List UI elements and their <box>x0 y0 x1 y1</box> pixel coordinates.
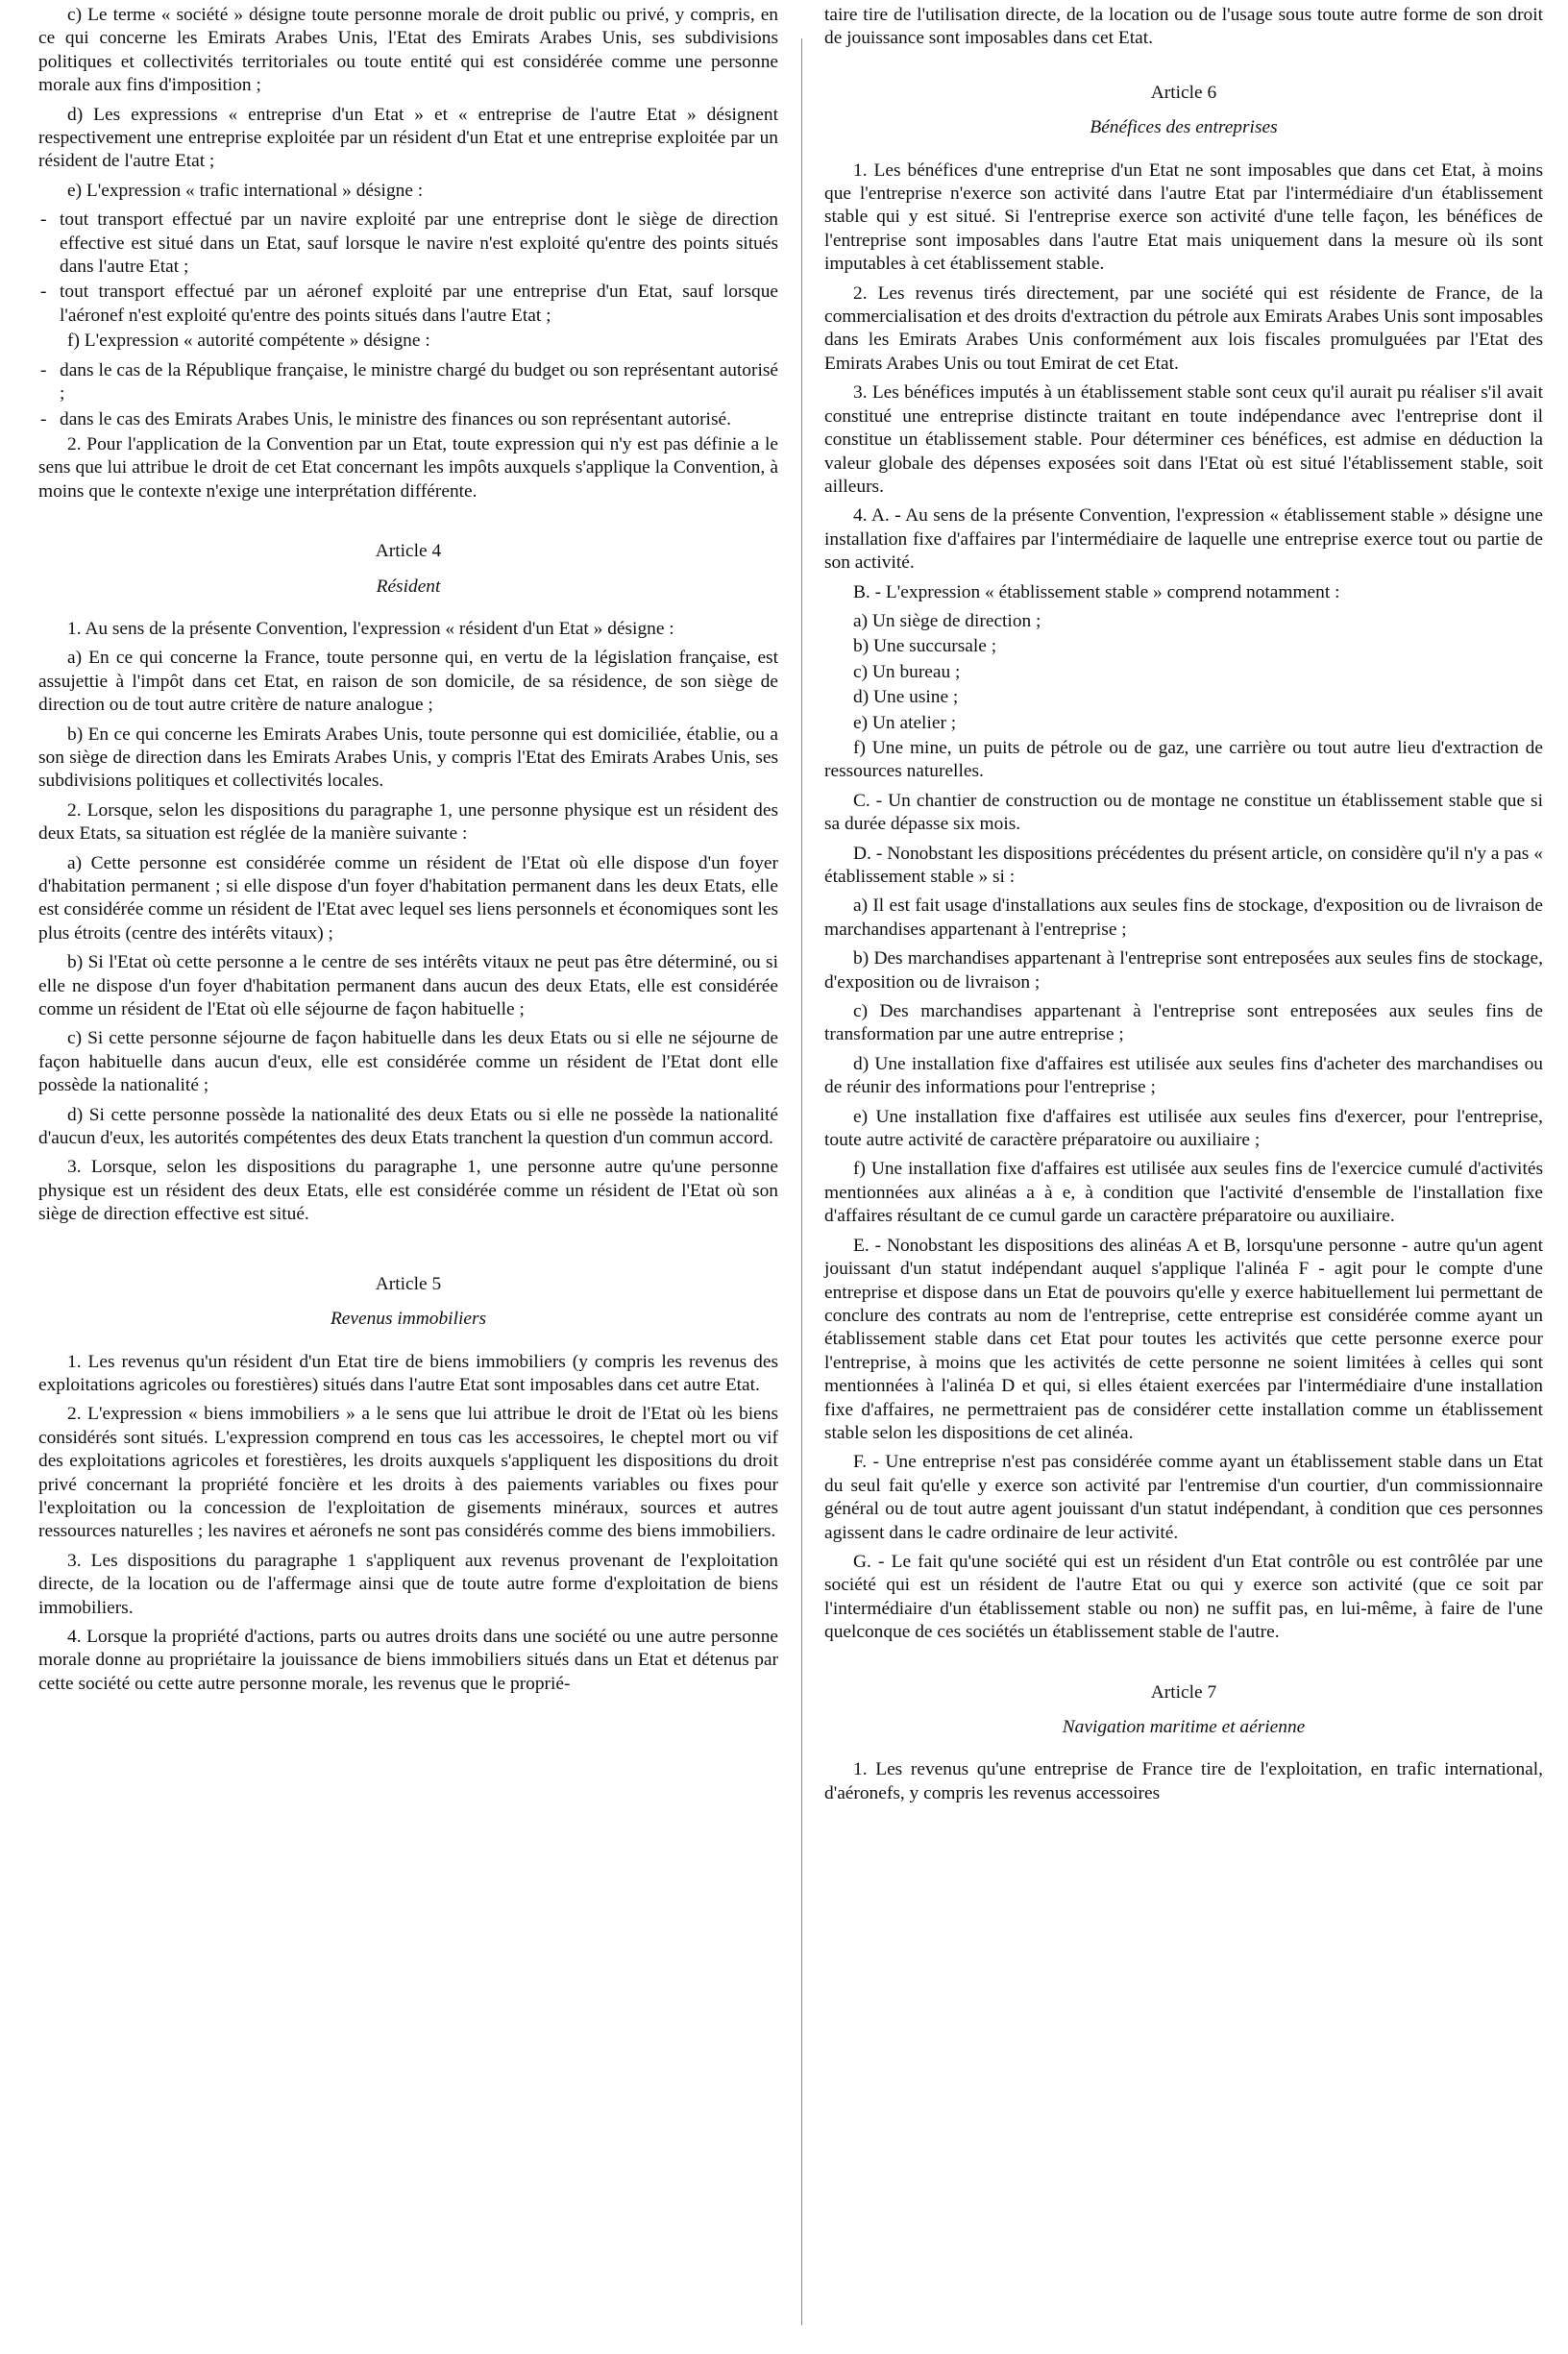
paragraph: 2. L'expression « biens immobiliers » a le sens que lui attribue le droit de l'Etat où les biens considérés sont situés. L'expression comprend en tous cas les accessoires, le cheptel mort ou vif des exploitations agricoles et forestières, les droits auxquels s'appliquent les dispositions du droit privé concernant la propriété foncière et les droits à des paiements variables ou fixes pour l'exploitation ou la concession de l'exploitation de gisements minéraux, sources et autres ressources naturelles ; les navires et aéronefs ne sont pas considérés comme des biens immobiliers. <box>38 1404 778 1542</box>
paragraph: D. - Nonobstant les dispositions précédentes du présent article, on considère qu'il n'y a pas « établissement stable » si : <box>824 843 1543 887</box>
paragraph: c) Si cette personne séjourne de façon habituelle dans les deux Etats ou si elle ne séjourne de façon habituelle dans aucun d'eux, elle est considérée comme un résident de l'Etat dont elle possède la nationalité ; <box>38 1028 778 1096</box>
dash-item: - tout transport effectué par un aéronef exploité par une entreprise d'un Etat, sauf lorsque l'aéronef n'est exploité qu'entre des points situés dans l'autre Etat ; <box>38 281 778 328</box>
paragraph: 2. Les revenus tirés directement, par une société qui est résidente de France, de la commercialisation et des droits d'extraction du pétrole aux Emirats Arabes Unis sont imposables dans les Emirats Arabes Unis conformément aux lois fiscales promulguées par l'Etat des Emirats Arabes Unis ou tout Emirat de cet Etat. <box>824 282 1543 374</box>
paragraph: b) Si l'Etat où cette personne a le centre de ses intérêts vitaux ne peut pas être déterminé, ou si elle ne dispose d'un foyer d'habitation permanent dans aucun des deux Etats, elle est considérée comme un résident de l'Etat où elle séjourne de façon habituelle ; <box>38 952 778 1020</box>
list-item: c) Un bureau ; <box>853 661 961 682</box>
column-divider <box>801 38 802 2325</box>
list-item: b) Une succursale ; <box>853 636 997 657</box>
article-7-heading: Article 7 <box>1150 1681 1217 1703</box>
article-5-subtitle: Revenus immobiliers <box>330 1309 487 1330</box>
paragraph: b) Des marchandises appartenant à l'entreprise sont entreposées aux seules fins de stockage, d'exposition ou de livraison ; <box>824 948 1543 993</box>
paragraph: 3. Lorsque, selon les dispositions du paragraphe 1, une personne autre qu'une personne physique est un résident des deux Etats, elle est considérée comme un résident de l'Etat où son siège de direction effective est situé. <box>38 1157 778 1225</box>
list-item: f) Une mine, un puits de pétrole ou de gaz, une carrière ou tout autre lieu d'extraction de ressources naturelles. <box>824 737 1543 782</box>
right-column <box>824 4 1543 1811</box>
paragraph: d) Les expressions « entreprise d'un Etat » et « entreprise de l'autre Etat » désignent respectivement une entreprise exploitée par un résident d'un Etat et une entreprise exploitée par un résident de l'autre Etat ; <box>38 104 778 172</box>
paragraph: e) Une installation fixe d'affaires est utilisée aux seules fins d'exercer, pour l'entreprise, toute autre activité de caractère préparatoire ou auxiliaire ; <box>824 1106 1543 1151</box>
article-6-heading: Article 6 <box>1150 82 1217 103</box>
dash-item: - dans le cas de la République française, le ministre chargé du budget ou son représentant autorisé ; <box>38 359 778 406</box>
article-4-heading: Article 4 <box>375 541 442 562</box>
paragraph: 4. Lorsque la propriété d'actions, parts ou autres droits dans une société ou une autre personne morale donne au propriétaire la jouissance de biens immobiliers situés dans un Etat et détenus par cette société ou cette autre personne morale, les revenus que le proprié- <box>38 1626 778 1694</box>
paragraph: a) Cette personne est considérée comme un résident de l'Etat où elle dispose d'un foyer d'habitation permanent ; si elle dispose d'un foyer d'habitation permanent dans les deux Etats, elle est considérée comme un résident de l'Etat avec lequel ses liens personnels et économiques sont les plus étroits (centre des intérêts vitaux) ; <box>38 852 778 944</box>
paragraph: F. - Une entreprise n'est pas considérée comme ayant un établissement stable dans un Etat du seul fait qu'elle y exerce son activité par l'entremise d'un courtier, d'un commissionnaire général ou de tout autre agent jouissant d'un statut indépendant, à condition que ces personnes agissent dans le cadre ordinaire de leur activité. <box>824 1452 1543 1543</box>
paragraph: E. - Nonobstant les dispositions des alinéas A et B, lorsqu'une personne - autre qu'un agent jouissant d'un statut indépendant auquel s'applique l'alinéa F - agit pour le compte d'une entreprise et dispose dans un Etat de pouvoirs qu'elle y exerce habituellement lui permettant de conclure des contrats au nom de l'entreprise, cette entreprise est considérée comme ayant un établissement stable dans cet Etat pour toutes les activités que cette personne exerce pour l'entreprise, à moins que les activités de cette personne ne soient limitées à celles qui sont mentionnées à l'alinéa D et qui, si elles étaient exercées par l'intermédiaire d'une installation fixe d'affaires, ne permettraient pas de considérer cette installation comme un établissement stable selon les dispositions de cet alinéa. <box>824 1235 1543 1443</box>
paragraph: 3. Les bénéfices imputés à un établissement stable sont ceux qu'il aurait pu réaliser s'il avait constitué une entreprise distincte traitant en toute indépendance avec l'entreprise dont il constitue un établissement stable. Pour déterminer ces bénéfices, est admise en déduction la valeur globale des dépenses exposées soit dans l'Etat où est situé l'établissement stable, soit ailleurs. <box>824 382 1543 497</box>
paragraph: B. - L'expression « établissement stable » comprend notamment : <box>853 581 1340 602</box>
article-7-subtitle: Navigation maritime et aérienne <box>1062 1717 1306 1737</box>
paragraph: c) Des marchandises appartenant à l'entreprise sont entreposées aux seules fins de transformation par une autre entreprise ; <box>824 1001 1543 1045</box>
article-6-subtitle: Bénéfices des entreprises <box>1090 117 1278 138</box>
paragraph: 4. A. - Au sens de la présente Convention, l'expression « établissement stable » désigne une installation fixe d'affaires par l'intermédiaire de laquelle une entreprise exerce tout ou partie de son activité. <box>824 505 1543 574</box>
paragraph: f) Une installation fixe d'affaires est utilisée aux seules fins de l'exercice cumulé d'activités mentionnées aux alinéas a à e, à condition que l'activité d'ensemble de l'installation fixe d'affaires résultant de ce cumul garde un caractère préparatoire ou auxiliaire. <box>824 1159 1543 1227</box>
dash-item: - tout transport effectué par un navire exploité par une entreprise dont le siège de direction effective est situé dans un Etat, sauf lorsque le navire n'est exploité qu'entre des points situés dans l'autre Etat ; <box>38 208 778 279</box>
paragraph: 2. Lorsque, selon les dispositions du paragraphe 1, une personne physique est un résident des deux Etats, sa situation est réglée de la manière suivante : <box>38 799 778 845</box>
paragraph: b) En ce qui concerne les Emirats Arabes Unis, toute personne qui est domiciliée, établie, ou a son siège de direction dans les Emirats Arabes Unis, y compris l'Etat des Emirats Arabes Unis, ses subdivisions politiques et collectivités locales. <box>38 723 778 792</box>
paragraph: 1. Les bénéfices d'une entreprise d'un Etat ne sont imposables que dans cet Etat, à moins que l'entreprise n'exerce son activité dans l'autre Etat par l'intermédiaire d'un établissement stable qui y est situé. Si l'entreprise exerce son activité d'une telle façon, les bénéfices de l'entreprise sont imposables dans l'autre Etat mais uniquement dans la mesure où ils sont imputables à cet établissement stable. <box>824 159 1543 275</box>
article-5-heading: Article 5 <box>375 1273 442 1294</box>
paragraph: C. - Un chantier de construction ou de montage ne constitue un établissement stable que si sa durée dépasse six mois. <box>824 790 1543 835</box>
paragraph: a) En ce qui concerne la France, toute personne qui, en vertu de la législation française, est assujettie à l'impôt dans cet Etat, en raison de son domicile, de sa résidence, de son siège de direction ou de tout autre critère de nature analogue ; <box>38 648 778 716</box>
paragraph: taire tire de l'utilisation directe, de la location ou de l'usage sous toute autre forme de son droit de jouissance sont imposables dans cet Etat. <box>824 5 1543 49</box>
paragraph: 1. Les revenus qu'un résident d'un Etat tire de biens immobiliers (y compris les revenus des exploitations agricoles ou forestières) situés dans l'autre Etat sont imposables dans cet autre Etat. <box>38 1351 778 1395</box>
list-item: e) Un atelier ; <box>853 712 957 733</box>
paragraph: G. - Le fait qu'une société qui est un résident d'un Etat contrôle ou est contrôlée par une société qui est un résident de l'autre Etat ou qui y exerce son activité (que ce soit par l'intermédiaire d'un établissement stable ou non) ne suffit pas, en lui-même, à faire de l'une quelconque de ces sociétés un établissement stable de l'autre. <box>824 1551 1543 1643</box>
left-column <box>38 4 778 1702</box>
paragraph: f) L'expression « autorité compétente » désigne : <box>67 331 430 352</box>
list-item: a) Un siège de direction ; <box>853 610 1041 631</box>
paragraph: 2. Pour l'application de la Convention par un Etat, toute expression qui n'y est pas définie a le sens que lui attribue le droit de cet Etat concernant les impôts auxquels s'applique la Convention, à moins que le contexte n'exige une interprétation différente. <box>38 433 778 502</box>
paragraph: a) Il est fait usage d'installations aux seules fins de stockage, d'exposition ou de livraison de marchandises appartenant à l'entreprise ; <box>824 895 1543 940</box>
paragraph: 1. Les revenus qu'une entreprise de France tire de l'exploitation, en trafic international, d'aéronefs, y compris les revenus accessoires <box>824 1759 1543 1803</box>
paragraph: d) Une installation fixe d'affaires est utilisée aux seules fins d'acheter des marchandises ou de réunir des informations pour l'entreprise ; <box>824 1053 1543 1098</box>
paragraph: e) L'expression « trafic international » désigne : <box>67 180 424 201</box>
list-item: d) Une usine ; <box>853 687 959 708</box>
dash-item: - dans le cas des Emirats Arabes Unis, le ministre des finances ou son représentant autorisé. <box>38 408 778 431</box>
article-4-subtitle: Résident <box>376 576 441 597</box>
paragraph: d) Si cette personne possède la nationalité des deux Etats ou si elle ne possède la nationalité d'aucun d'eux, les autorités compétentes des deux Etats tranchent la question d'un commun accord. <box>38 1104 778 1149</box>
paragraph: 1. Au sens de la présente Convention, l'expression « résident d'un Etat » désigne : <box>67 618 674 639</box>
paragraph: c) Le terme « société » désigne toute personne morale de droit public ou privé, y compris, en ce qui concerne les Emirats Arabes Unis, l'Etat des Emirats Arabes Unis, ses subdivisions politiques et collectivités territoriales ou toute entité qui est considérée comme une personne morale aux fins d'imposition ; <box>38 5 778 96</box>
paragraph: 3. Les dispositions du paragraphe 1 s'appliquent aux revenus provenant de l'exploitation directe, de la location ou de l'affermage ainsi que de toute autre forme d'exploitation de biens immobiliers. <box>38 1550 778 1618</box>
